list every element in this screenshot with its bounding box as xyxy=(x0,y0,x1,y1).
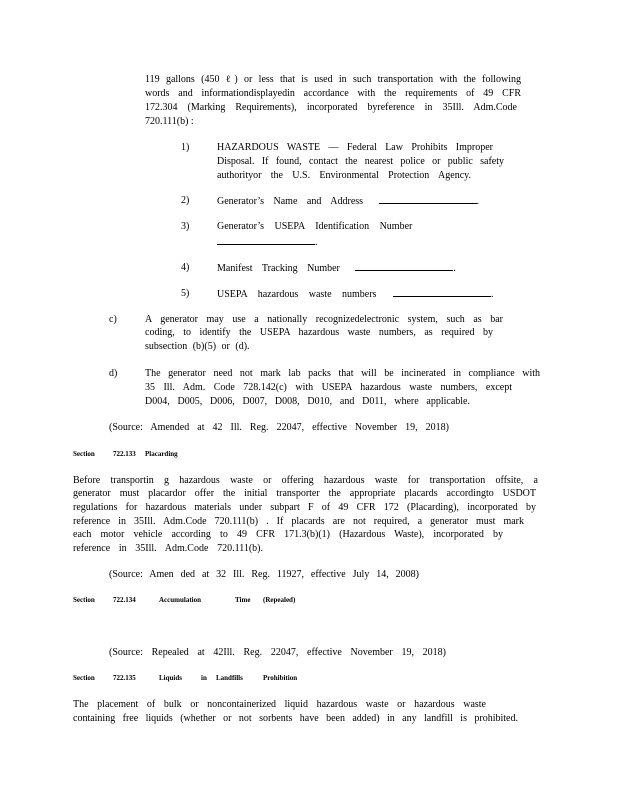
paragraph-letter: c) xyxy=(109,314,117,325)
field-label xyxy=(217,261,456,276)
text-line: Before transportin g hazardous waste or offering hazardous waste for transportation offsite, a xyxy=(73,475,538,486)
text-line: HAZARDOUS WASTE — Federal Law Prohibits Improper xyxy=(217,142,493,153)
section-title-word: Accumulation xyxy=(159,596,201,604)
text-line: 720.111(b) : xyxy=(145,116,194,127)
source-note: (Source: Amen ded at 32 Ill. Reg. 11927, effective July 14, 2008) xyxy=(109,569,419,580)
section-title-word: (Repealed) xyxy=(263,596,296,604)
text-line: reference in 35Ill. Adm.Code 720.111(b) . If placards are not required, a generator must mark xyxy=(73,516,524,527)
text-line: 172.304 (Marking Requirements), incorporated byreference in 35Ill. Adm.Code xyxy=(145,102,517,113)
field-label: Generator’s USEPA Identification Number xyxy=(217,221,413,232)
field-blank xyxy=(217,235,318,250)
section-number: 722.135 xyxy=(113,674,136,682)
section-heading xyxy=(73,450,273,459)
fill-in-line xyxy=(217,235,315,245)
section-title-word: Liquids xyxy=(159,674,182,682)
field-label xyxy=(217,194,479,209)
fill-in-line xyxy=(355,261,453,271)
item-number: 4) xyxy=(181,262,190,273)
item-number: 5) xyxy=(181,288,190,299)
text-line: words and informationdisplayedin accordance with the requirements of 49 CFR xyxy=(145,88,521,99)
text-line: The generator need not mark lab packs that will be incinerated in compliance with xyxy=(145,368,540,379)
section-label: Section xyxy=(73,596,95,604)
section-number: 722.133 xyxy=(113,450,136,458)
text-line: regulations for hazardous materials under subpart F of 49 CFR 172 (Placarding), incorporated by xyxy=(73,502,536,513)
trail-period: . xyxy=(476,196,480,207)
trail-period: . xyxy=(453,263,456,274)
section-label: Section xyxy=(73,674,95,682)
fill-in-line xyxy=(379,194,477,204)
trail-period: . xyxy=(490,289,494,300)
section-title: Placarding xyxy=(145,450,178,458)
text-line: subsection (b)(5) or (d). xyxy=(145,341,250,352)
text-line: The placement of bulk or noncontainerized liquid hazardous waste or hazardous waste xyxy=(73,699,486,710)
field-label-text: Manifest Tracking Number xyxy=(217,263,340,274)
field-label xyxy=(217,287,493,302)
text-line: Disposal. If found, contact the nearest police or public safety xyxy=(217,156,504,167)
text-line: reference in 35Ill. Adm.Code 720.111(b). xyxy=(73,543,263,554)
source-note: (Source: Amended at 42 Ill. Reg. 22047, effective November 19, 2018) xyxy=(109,422,449,433)
item-number: 2) xyxy=(181,195,190,206)
section-heading xyxy=(73,674,313,683)
text-line: 119 gallons (450 ℓ) or less that is used in such transportation with the following xyxy=(145,74,521,85)
text-line: 35 Ill. Adm. Code 728.142(c) with USEPA hazardous waste numbers, except xyxy=(145,382,512,393)
text-line: D004, D005, D006, D007, D008, D010, and D011, where applicable. xyxy=(145,396,470,407)
text-line: each motor vehicle according to 49 CFR 171.3(b)(1) (Hazardous Waste), incorporated by xyxy=(73,529,503,540)
section-number: 722.134 xyxy=(113,596,136,604)
item-number: 1) xyxy=(181,142,190,153)
field-label-text: Generator’s Name and Address xyxy=(217,196,364,207)
fill-in-line xyxy=(393,287,491,297)
text-line: containing free liquids (whether or not sorbents have been added) in any landfill is prohibited. xyxy=(73,713,518,724)
section-title-word: Time xyxy=(235,596,251,604)
text-line: A generator may use a nationally recognizedelectronic system, such as bar xyxy=(145,314,503,325)
section-heading xyxy=(73,596,313,605)
text-line: authorityor the U.S. Environmental Protection Agency. xyxy=(217,170,471,181)
section-title-word: Landfills xyxy=(216,674,243,682)
paragraph-letter: d) xyxy=(109,368,118,379)
section-title-word: in xyxy=(201,674,207,682)
section-label: Section xyxy=(73,450,95,458)
trail-period: . xyxy=(315,237,318,248)
field-label-text: USEPA hazardous waste numbers xyxy=(217,289,377,300)
source-note: (Source: Repealed at 42Ill. Reg. 22047, effective November 19, 2018) xyxy=(109,647,446,658)
text-line: coding, to identify the USEPA hazardous waste numbers, as required by xyxy=(145,327,493,338)
text-line: generator must placardor offer the initial transporter the appropriate placards accordingto USDOT xyxy=(73,488,536,499)
item-number: 3) xyxy=(181,221,190,232)
section-title-word: Prohibition xyxy=(263,674,298,682)
